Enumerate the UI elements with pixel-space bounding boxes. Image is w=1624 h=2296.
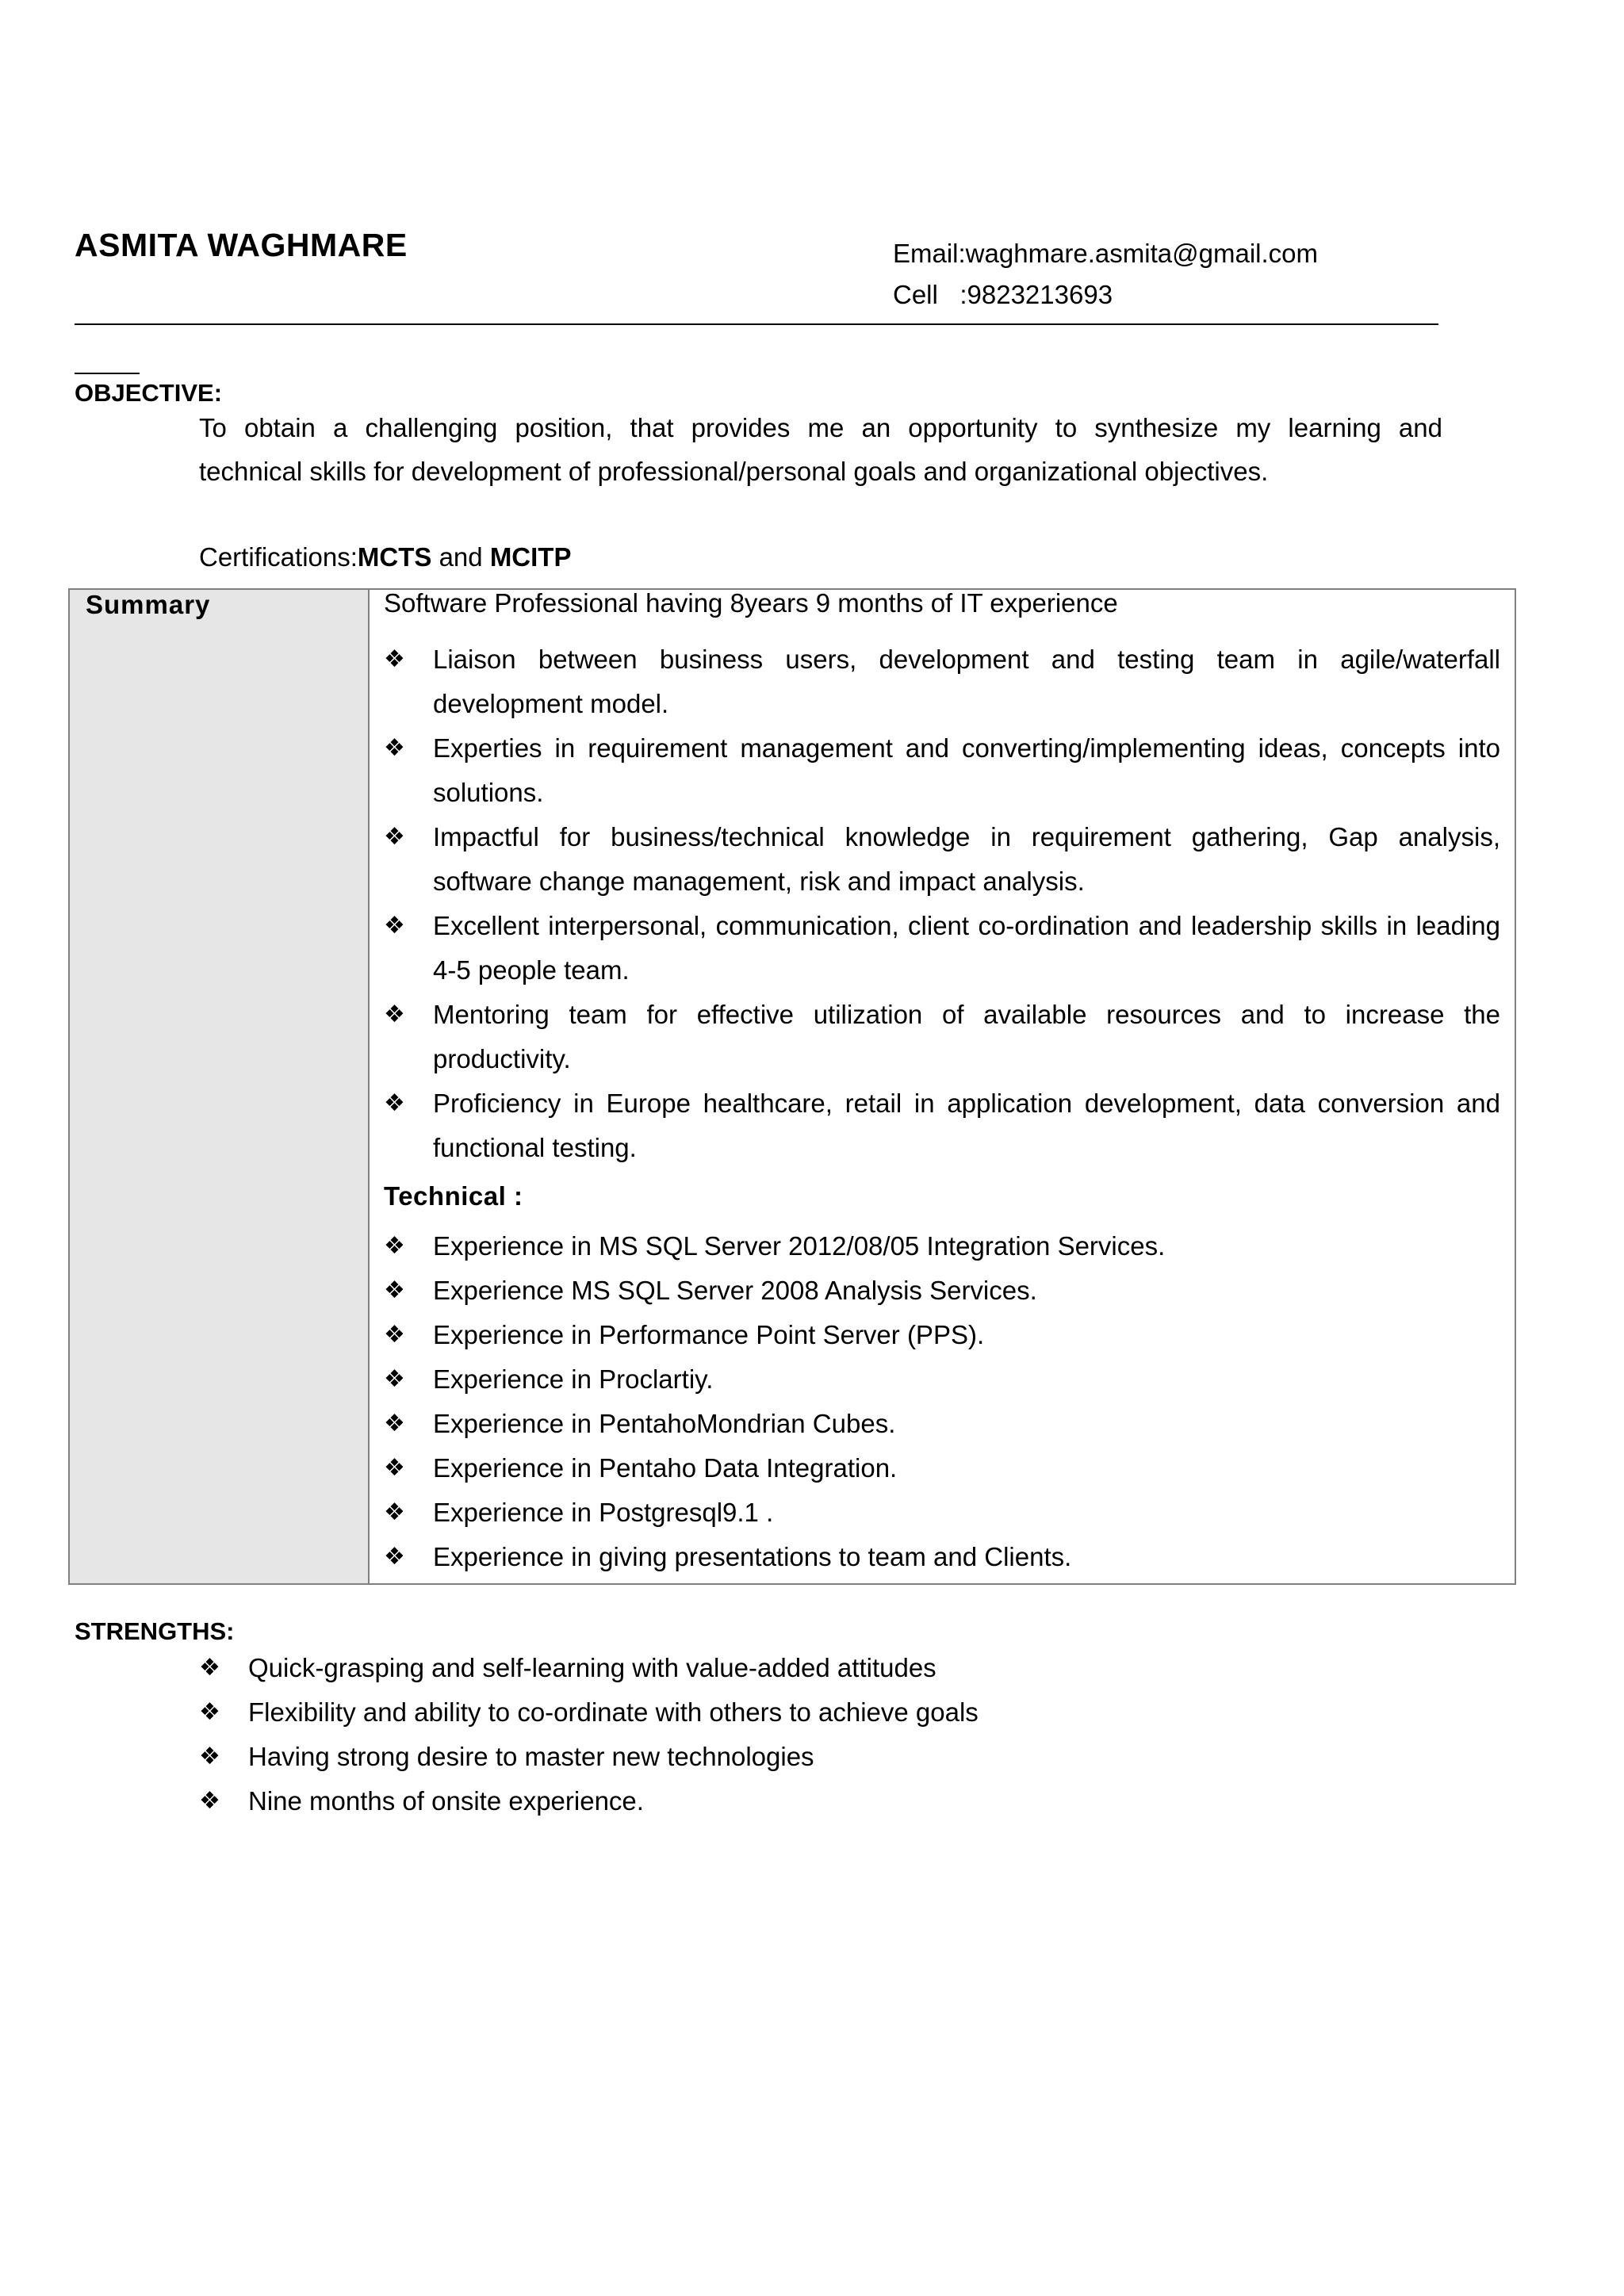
- strengths-heading: STRENGTHS:: [75, 1617, 235, 1645]
- technical-heading: Technical :: [384, 1181, 523, 1211]
- list-item-text: Liaison between business users, development and testing team in agile/waterfall development model.: [433, 645, 1500, 718]
- summary-label-cell: [70, 590, 370, 1583]
- technical-list: [384, 1224, 1500, 1579]
- list-item: [384, 1446, 1500, 1490]
- four-diamond-bullet-icon: ❖: [384, 912, 405, 939]
- four-diamond-bullet-icon: ❖: [384, 645, 405, 673]
- four-diamond-bullet-icon: ❖: [384, 734, 405, 762]
- summary-intro: Software Professional having 8years 9 months of IT experience: [384, 588, 1118, 618]
- list-item-text: Experience in PentahoMondrian Cubes.: [433, 1409, 896, 1438]
- four-diamond-bullet-icon: ❖: [384, 1089, 405, 1117]
- list-item: [384, 1313, 1500, 1357]
- four-diamond-bullet-icon: ❖: [384, 1232, 405, 1260]
- summary-content-cell: [370, 590, 1515, 1583]
- summary-table: [68, 588, 1516, 1585]
- list-item-text: Mentoring team for effective utilization of available resources and to increase the productivity.: [433, 1000, 1500, 1073]
- candidate-name: ASMITA WAGHMARE: [75, 227, 408, 263]
- cell-line: Cell :9823213693: [893, 280, 1113, 309]
- four-diamond-bullet-icon: ❖: [199, 1743, 220, 1770]
- list-item: [384, 637, 1500, 726]
- objective-line-2: technical skills for development of professional/personal goals and organizational objectives.: [199, 457, 1269, 486]
- list-item: [199, 1779, 979, 1823]
- objective-line-1: To obtain a challenging position, that provides me an opportunity to synthesize my learning and: [199, 413, 1442, 442]
- four-diamond-bullet-icon: ❖: [384, 1410, 405, 1437]
- four-diamond-bullet-icon: ❖: [384, 1365, 405, 1393]
- list-item-text: Experience in Performance Point Server (PPS).: [433, 1320, 985, 1349]
- certifications-label: Certifications:: [199, 542, 358, 572]
- list-item-text: Proficiency in Europe healthcare, retail in application development, data conversion and functional testing.: [433, 1089, 1500, 1162]
- list-item: [384, 726, 1500, 815]
- list-item: [384, 1081, 1500, 1170]
- four-diamond-bullet-icon: ❖: [384, 1321, 405, 1349]
- list-item-text: Experience in Pentaho Data Integration.: [433, 1453, 898, 1483]
- list-item-text: Quick-grasping and self-learning with value-added attitudes: [248, 1653, 936, 1682]
- list-item-text: Experties in requirement management and converting/implementing ideas, concepts into solutions.: [433, 733, 1500, 807]
- email-line: Email:waghmare.asmita@gmail.com: [893, 239, 1318, 268]
- list-item: [384, 1269, 1500, 1313]
- four-diamond-bullet-icon: ❖: [384, 1276, 405, 1304]
- four-diamond-bullet-icon: ❖: [384, 1498, 405, 1526]
- list-item-text: Excellent interpersonal, communication, client co-ordination and leadership skills in leading 4-5 people team.: [433, 911, 1500, 985]
- objective-text: [199, 406, 1442, 493]
- list-item: [384, 904, 1500, 993]
- list-item-text: Experience in Postgresql9.1 .: [433, 1498, 774, 1527]
- header-divider-tail: [75, 373, 140, 374]
- list-item: [384, 1490, 1500, 1535]
- list-item-text: Experience in giving presentations to team and Clients.: [433, 1542, 1072, 1571]
- list-item: [199, 1690, 979, 1735]
- list-item: [384, 1224, 1500, 1269]
- list-item: [199, 1735, 979, 1779]
- four-diamond-bullet-icon: ❖: [384, 1001, 405, 1028]
- four-diamond-bullet-icon: ❖: [199, 1654, 220, 1682]
- list-item-text: Nine months of onsite experience.: [248, 1786, 644, 1816]
- certification-mcts: MCTS: [357, 542, 432, 572]
- list-item: [384, 1357, 1500, 1402]
- four-diamond-bullet-icon: ❖: [384, 1454, 405, 1482]
- list-item-text: Flexibility and ability to co-ordinate with others to achieve goals: [248, 1697, 979, 1727]
- summary-label: Summary: [86, 590, 211, 619]
- list-item-text: Having strong desire to master new technologies: [248, 1742, 814, 1771]
- four-diamond-bullet-icon: ❖: [384, 1543, 405, 1571]
- summary-list: [384, 637, 1500, 1170]
- list-item: [199, 1646, 979, 1690]
- contact-block: [893, 233, 1318, 316]
- certifications-line: [199, 542, 571, 572]
- list-item-text: Experience in MS SQL Server 2012/08/05 Integration Services.: [433, 1231, 1166, 1261]
- list-item: [384, 1535, 1500, 1579]
- list-item-text: Impactful for business/technical knowledge in requirement gathering, Gap analysis, software change management, risk and impact analysis.: [433, 822, 1500, 896]
- list-item: [384, 993, 1500, 1081]
- list-item: [384, 1402, 1500, 1446]
- header-divider: [75, 323, 1438, 325]
- four-diamond-bullet-icon: ❖: [199, 1698, 220, 1726]
- list-item-text: Experience MS SQL Server 2008 Analysis Services.: [433, 1276, 1037, 1305]
- four-diamond-bullet-icon: ❖: [384, 823, 405, 851]
- list-item-text: Experience in Proclartiy.: [433, 1364, 714, 1394]
- certifications-joiner: and: [431, 542, 490, 572]
- strengths-list: [199, 1646, 979, 1823]
- certification-mcitp: MCITP: [489, 542, 572, 572]
- four-diamond-bullet-icon: ❖: [199, 1787, 220, 1815]
- list-item: [384, 815, 1500, 904]
- objective-heading: OBJECTIVE:: [75, 379, 223, 407]
